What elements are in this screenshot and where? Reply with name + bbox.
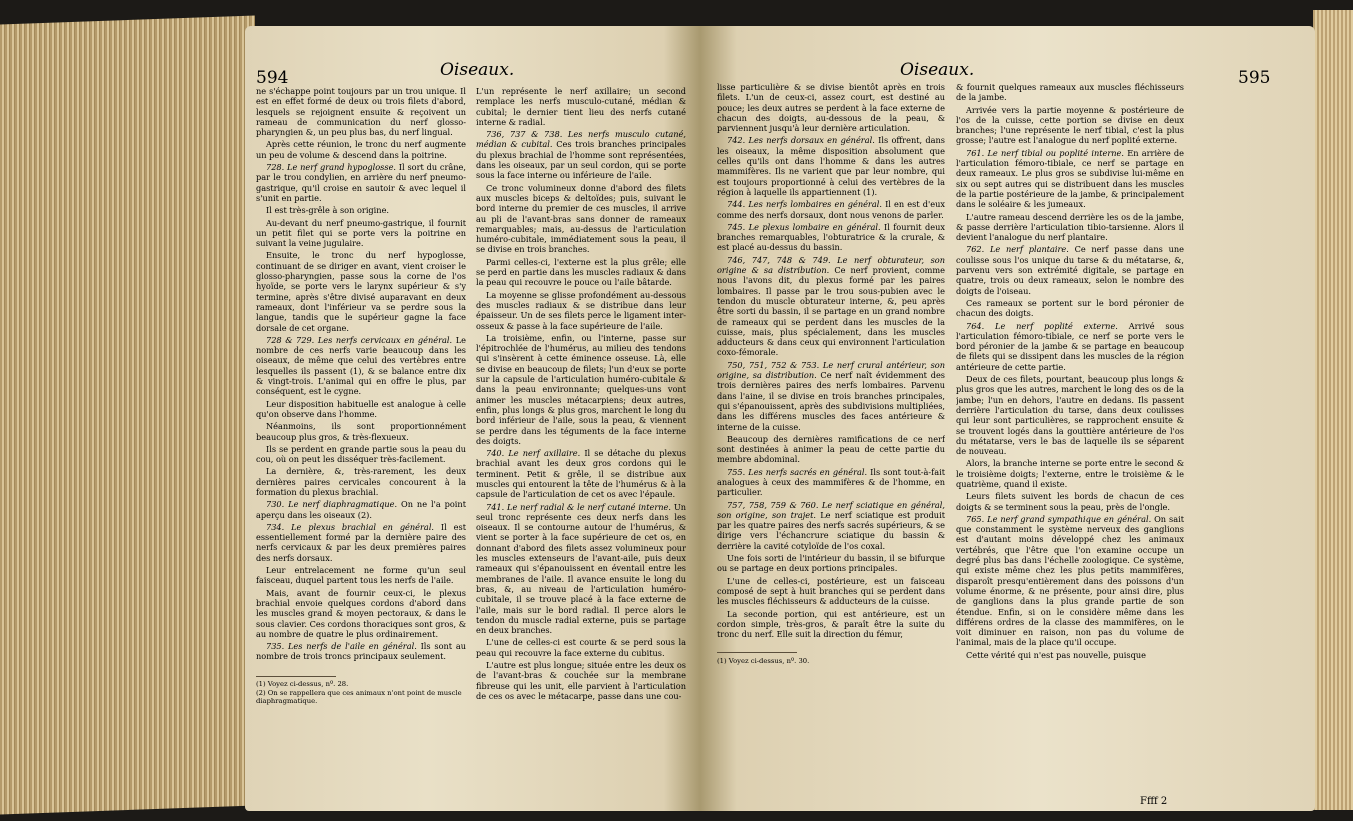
paragraph xyxy=(717,553,945,574)
paragraph-text: L'une de celles-ci est courte & se perd sous la peau qui recouvre la face externe du cubitus. xyxy=(476,637,686,658)
paragraph-text: Arrivé sous l'articulation fémoro-tibiale, ce nerf se porte vers le bord péronier de la jambe & se partage en beaucoup de filets qui se dissipent dans les muscles de la région antérieure de cette partie. xyxy=(956,320,1184,372)
section-heading: 742. Les nerfs dorsaux en général. xyxy=(727,135,875,146)
section-heading: 735. Les nerfs de l'aile en général. xyxy=(266,641,417,652)
paragraph xyxy=(717,222,945,253)
paragraph-text: Deux de ces filets, pourtant, beaucoup plus longs & plus gros que les autres, marchent le long des os de la jambe; l'un en dehors, l'autre en dedans. Ils passent derrière l'articulation du tarse, dans deux coulisses qui leur sont particulières, se rapprochent ensuite & se trouvent logés dans la gouttière antérieure de l'os du métatarse, vers le bas de laquelle ils se séparent de nouveau. xyxy=(956,374,1184,457)
paragraph-text: L'autre rameau descend derrière les os de la jambe, & passe derrière l'articulation tibio-tarsienne. Alors il devient l'analogue du nerf plantaire. xyxy=(956,211,1184,243)
right-page-edges xyxy=(1313,10,1353,810)
section-heading: 740. Le nerf axillaire. xyxy=(486,448,581,459)
paragraph-text: On ne l'a point aperçu dans les oiseaux (2). xyxy=(256,499,466,520)
paragraph-text: Néanmoins, ils sont proportionnément beaucoup plus gros, & très-flexueux. xyxy=(256,421,466,442)
paragraph-text: Il est essentiellement formé par la dernière paire des nerfs cervicaux & par les deux premières paires des nerfs dorsaux. xyxy=(256,521,466,563)
paragraph xyxy=(956,514,1184,648)
left-column-2 xyxy=(476,86,686,806)
paragraph xyxy=(256,399,466,420)
footnote: (2) On se rappellera que ces animaux n'ont point de muscle diaphragmatique. xyxy=(256,688,462,705)
paragraph-text: Ensuite, le tronc du nerf hypoglosse, continuant de se diriger en avant, vient croiser le glosso-pharyngien, passe sous la corne de l'os hyoïde, se porte vers le larynx supérieur & s'y termine, après s'être divisé auparavant en deux rameaux, dont l'inférieur va se perdre sous la langue, tandis que le supérieur gagne la face dorsale de cet organe. xyxy=(256,250,466,333)
paragraph-text: Mais, avant de fournir ceux-ci, le plexus brachial envoie quelques cordons d'abord dans les muscles grand & moyen pectoraux, & dans le sous clavier. Ces cordons thoraciques sont gros, & au nombre de quatre le plus ordinairement. xyxy=(256,587,466,639)
left-footnotes xyxy=(256,680,466,706)
paragraph xyxy=(956,244,1184,295)
paragraph-text: Arrivée vers la partie moyenne & postérieure de l'os de la cuisse, cette portion se divise en deux branches; l'une représente le nerf tibial, c'est la plus grosse; l'autre est l'analogue du nerf poplité externe. xyxy=(956,104,1184,146)
section-heading: 734. Le plexus brachial en général. xyxy=(266,521,435,532)
paragraph xyxy=(717,576,945,607)
section-heading: 728 & 729. Les nerfs cervicaux en général. xyxy=(266,334,453,345)
section-heading: 730. Le nerf diaphragmatique. xyxy=(266,499,398,510)
left-running-head: Oiseaux. xyxy=(440,60,515,80)
section-heading: 744. Les nerfs lombaires en général. xyxy=(727,199,882,210)
paragraph xyxy=(476,333,686,446)
paragraph xyxy=(476,129,686,180)
paragraph-text: Il fournit deux branches remarquables, l'obturatrice & la crurale, & est placé au-dessus du bassin. xyxy=(717,221,945,253)
right-footnotes xyxy=(717,657,945,666)
section-heading: 761. Le nerf tibial ou poplité interne. xyxy=(966,147,1124,158)
paragraph xyxy=(956,148,1184,210)
paragraph xyxy=(256,522,466,563)
right-column-1 xyxy=(717,82,945,642)
paragraph xyxy=(717,255,945,358)
paragraph xyxy=(717,199,945,220)
paragraph xyxy=(476,86,686,127)
paragraph-text: Le nombre de ces nerfs varie beaucoup dans les oiseaux, de même que celui des vertèbres entre lesquelles ils passent (1), & se balance entre dix & vingt-trois. L'animal qui en offre le plus, par conséquent, est le cygne. xyxy=(256,334,466,397)
paragraph-text: Ces trois branches principales du plexus brachial de l'homme sont représentées, dans les oiseaux, par un seul cordon, qui se porte sous la face interne ou inférieure de l'aile. xyxy=(476,139,686,181)
paragraph-text: Beaucoup des dernières ramifications de ce nerf sont destinées à animer la peau de cette partie du membre abdominal. xyxy=(717,433,945,465)
paragraph xyxy=(256,205,466,215)
paragraph xyxy=(256,499,466,520)
paragraph xyxy=(717,360,945,432)
paragraph-text: Ce nerf provient, comme nous l'avons dit, du plexus formé par les paires lombaires. Il passe par le trou sous-pubien avec le tendon du muscle obturateur interne, &, peu après être sorti du bassin, il se partage en un grand nombre de rameaux qui se perdent dans les muscles de la cuisse, mais, plus spécialement, dans les muscles adducteurs & dans ceux qui environnent l'articulation coxo-fémorale. xyxy=(717,265,945,358)
left-page-edges xyxy=(0,16,255,815)
section-heading: 736, 737 & 738. Les nerfs musculo cutané, médian & cubital. xyxy=(476,129,686,150)
paragraph-text: Il sort du crâne, par le trou condylien, en arrière du nerf pneumo-gastrique, qu'il croise en sautoir & avec lequel il s'unit en partie. xyxy=(256,162,466,203)
paragraph xyxy=(956,321,1184,372)
paragraph-text: L'autre est plus longue; située entre les deux os de l'avant-bras & couchée sur la membrane fibreuse qui les unit, elle parvient à l'articulation de ces os avec le métacarpe, passe dans une cou- xyxy=(476,660,686,701)
paragraph-text: On sait que constamment le système nerveux des ganglions est d'autant moins développé chez les animaux vertébrés, que l'être que l'on examine occupe un degré plus bas dans l'échelle zoologique. Ce système, qui existe même chez les plus petits mammifères, disparoît presqu'entièrement dans des poissons d'un volume énorme, & ne présente, pour ainsi dire, plus de ganglions dans la plus grande partie de son étendue. Enfin, si on le considère même dans les différens ordres de la classe des mammifères, on le voit diminuer en raison, non pas du volume de l'animal, mais de la place qu'il occupe. xyxy=(956,513,1184,648)
paragraph xyxy=(256,250,466,332)
paragraph xyxy=(476,660,686,701)
paragraph xyxy=(956,458,1184,489)
paragraph xyxy=(256,162,466,203)
section-heading: 765. Le nerf grand sympathique en général. xyxy=(966,513,1152,524)
paragraph xyxy=(256,421,466,442)
section-heading: 750, 751, 752 & 753. Le nerf crural antérieur, son origine, sa distribution. xyxy=(717,359,945,381)
right-column-2 xyxy=(956,82,1184,792)
paragraph xyxy=(476,257,686,288)
section-heading: 741. Le nerf radial & le nerf cutané interne. xyxy=(486,501,671,512)
right-footnote-rule xyxy=(717,652,797,653)
section-heading: 755. Les nerfs sacrés en général. xyxy=(727,466,868,477)
paragraph-text: Cette vérité qui n'est pas nouvelle, puisque xyxy=(966,649,1146,660)
section-heading: 757, 758, 759 & 760. Le nerf sciatique en général, son origine, son trajet. xyxy=(717,499,945,520)
paragraph-text: La seconde portion, qui est antérieure, est un cordon simple, très-gros, & paraît être la suite du tronc du nerf. Elle suit la direction du fémur, xyxy=(717,608,945,640)
paragraph-text: L'un représente le nerf axillaire; un second remplace les nerfs musculo-cutané, médian & cubital; le dernier tient lieu des nerfs cutané interne & radial. xyxy=(476,86,686,127)
paragraph xyxy=(476,183,686,255)
paragraph-text: Parmi celles-ci, l'externe est la plus grêle; elle se perd en partie dans les muscles radiaux & dans la peau qui recouvre le pouce ou l'aile bâtarde. xyxy=(476,256,686,288)
paragraph-text: Leur disposition habituelle est analogue à celle qu'on observe dans l'homme. xyxy=(256,398,466,419)
paragraph xyxy=(476,448,686,499)
paragraph-text: Ils sont tout-à-fait analogues à ceux des mammifères & de l'homme, en particulier. xyxy=(717,466,945,498)
paragraph-text: Il est très-grêle à son origine. xyxy=(266,205,390,216)
paragraph xyxy=(717,500,945,551)
paragraph-text: Ils se perdent en grande partie sous la peau du cou, où on peut les disséquer très-facilement. xyxy=(256,443,466,465)
paragraph-text: L'une de celles-ci, postérieure, est un faisceau composé de sept à huit branches qui se perdent dans les muscles fléchisseurs & adducteurs de la cuisse. xyxy=(717,575,945,607)
paragraph-text: Il se détache du plexus brachial avant les deux gros cordons qui le terminent. Petit & grêle, il se distribue aux muscles qui entourent la tête de l'humérus & à la capsule de l'articulation de cet os avec l'épaule. xyxy=(476,448,686,500)
paragraph xyxy=(256,588,466,639)
paragraph-text: La troisième, enfin, ou l'interne, passe sur l'épitrochlée de l'humérus, au milieu des tendons qui s'insèrent à cette éminence osseuse. Là, elle se divise en beaucoup de filets; l'un d'eux se porte sur la capsule de l'articulation huméro-cubitale & dans la peau environnante; quelques-uns vont animer les muscles métacarpiens; deux autres, enfin, plus longs & plus gros, marchent le long du bord inférieur de l'aile, sous la peau, & viennent se perdre dans les téguments de la face interne des doigts. xyxy=(476,332,686,446)
paragraph xyxy=(476,637,686,658)
paragraph xyxy=(717,82,945,133)
paragraph-text: En arrière de l'articulation fémoro-tibiale, ce nerf se partage en deux rameaux. Le plus gros se subdivise lui-même en six ou sept autres qui se distribuent dans les muscles de la partie postérieure de la jambe, & principalement dans le soléaire & les jumeaux. xyxy=(956,147,1184,210)
right-running-head: Oiseaux. xyxy=(900,60,975,80)
paragraph-text: Une fois sorti de l'intérieur du bassin, il se bifurque ou se partage en deux portions principales. xyxy=(717,553,945,574)
paragraph xyxy=(956,298,1184,319)
paragraph xyxy=(956,374,1184,456)
section-heading: 745. Le plexus lombaire en général. xyxy=(727,221,881,232)
footnote: (1) Voyez ci-dessus, nº. 30. xyxy=(717,657,810,665)
paragraph-text: Après cette réunion, le tronc du nerf augmente un peu de volume & descend dans la poitrine. xyxy=(256,139,466,160)
left-column-1 xyxy=(256,86,466,668)
paragraph xyxy=(956,650,1184,660)
paragraph xyxy=(256,335,466,397)
paragraph xyxy=(956,82,1184,103)
paragraph-text: Le nerf sciatique est produit par les quatre paires des nerfs sacrés supérieurs, & se dirige vers l'échancrure sciatique du bassin & derrière la cavité cotyloïde de l'os coxal. xyxy=(717,509,945,551)
paragraph-text: Ils offrent, dans les oiseaux, la même disposition absolument que celles qu'ils ont dans l'homme & dans les autres mammifères. Ils ne varient que par leur nombre, qui est toujours proportionné à celui des vertèbres de la région à laquelle ils appartiennent (1). xyxy=(717,135,945,197)
right-page-number: 595 xyxy=(1238,68,1271,88)
paragraph-text: Leurs filets suivent les bords de chacun de ces doigts & se terminent sous la peau, près de l'ongle. xyxy=(956,491,1184,512)
signature-mark: Ffff 2 xyxy=(1140,796,1168,807)
paragraph xyxy=(256,139,466,160)
section-heading: 762. Le nerf plantaire. xyxy=(966,244,1069,255)
left-page-number: 594 xyxy=(256,68,289,88)
footnote: (1) Voyez ci-dessus, nº. 28. xyxy=(256,680,349,688)
paragraph-text: Ce tronc volumineux donne d'abord des filets aux muscles biceps & deltoïdes; puis, suivant le bord interne du premier de ces muscles, il arrive au pli de l'avant-bras sans donner de rameaux remarquables; mais, au-dessus de l'articulation huméro-cubitale, immédiatement sous la peau, il se divise en trois branches. xyxy=(476,182,686,255)
paragraph-text: La dernière, &, très-rarement, les deux dernières paires cervicales concourent à la formation du plexus brachial. xyxy=(256,466,466,497)
section-heading: 746, 747, 748 & 749. Le nerf obturateur, son origine & sa distribution. xyxy=(717,254,945,276)
paragraph-text: Ce nerf passe dans une coulisse sous l'os unique du tarse & du métatarse, &, parvenu vers son extrémité digitale, se partage en quatre, trois ou deux rameaux, selon le nombre des doigts de l'oiseau. xyxy=(956,244,1184,296)
paragraph xyxy=(256,641,466,662)
paragraph xyxy=(256,466,466,497)
paragraph-text: lisse particulière & se divise bientôt après en trois filets. L'un de ceux-ci, assez court, est destiné au pouce; les deux autres se perdent à la face externe de chacun des doigts, au-dessous de la peau, & parviennent jusqu'à leur dernière articulation. xyxy=(717,82,945,134)
section-heading: 728. Le nerf grand hypoglosse. xyxy=(266,162,397,173)
paragraph xyxy=(956,212,1184,243)
paragraph xyxy=(717,135,945,197)
paragraph xyxy=(476,290,686,331)
paragraph xyxy=(717,609,945,640)
paragraph-text: Au-devant du nerf pneumo-gastrique, il fournit un petit filet qui se porte vers la poitrine en suivant la veine jugulaire. xyxy=(256,217,466,249)
paragraph-text: La moyenne se glisse profondément au-dessous des muscles radiaux & se distribue dans leur épaisseur. Un de ses filets perce le ligament inter-osseux & passe à la face supérieure de l'aile. xyxy=(476,289,686,331)
paragraph-text: Ils sont au nombre de trois troncs principaux seulement. xyxy=(256,641,466,662)
paragraph xyxy=(256,444,466,465)
paragraph-text: & fournit quelques rameaux aux muscles fléchisseurs de la jambe. xyxy=(956,82,1184,103)
paragraph-text: Leur entrelacement ne forme qu'un seul faisceau, duquel partent tous les nerfs de l'aile. xyxy=(256,565,466,586)
left-footnote-rule xyxy=(256,676,336,677)
paragraph xyxy=(717,434,945,465)
paragraph xyxy=(256,565,466,586)
paragraph xyxy=(256,218,466,249)
section-heading: 764. Le nerf poplité externe. xyxy=(966,320,1118,331)
paragraph-text: Alors, la branche interne se porte entre le second & le troisième doigts; l'externe, entre le troisième & le quatrième, quand il existe. xyxy=(956,458,1184,489)
paragraph-text: Ce nerf naît évidemment des trois dernières paires des nerfs lombaires. Parvenu dans l'aine, il se divise en trois branches principales, qui s'épanouissent, après des subdivisions multipliées, dans les différens muscles des faces antérieure & interne de la cuisse. xyxy=(717,370,945,432)
paragraph xyxy=(717,467,945,498)
paragraph xyxy=(956,491,1184,512)
paragraph xyxy=(476,502,686,636)
paragraph-text: ne s'échappe point toujours par un trou unique. Il est en effet formé de deux ou trois filets d'abord, lesquels se rejoignent ensuite & reçoivent un rameau de communication du nerf glosso-pharyngien &, un peu plus bas, du nerf lingual. xyxy=(256,86,466,138)
paragraph-text: Il en est d'eux comme des nerfs dorsaux, dont nous venons de parler. xyxy=(717,199,945,220)
paragraph xyxy=(956,105,1184,146)
paragraph xyxy=(256,86,466,137)
paragraph-text: Ces rameaux se portent sur le bord péronier de chacun des doigts. xyxy=(956,297,1184,319)
paragraph-text: Un seul tronc représente ces deux nerfs dans les oiseaux. Il se contourne autour de l'humérus, & vient se porter à la face supérieure de cet os, en donnant d'abord des filets assez volumineux pour les muscles extenseurs de l'avant-aile, puis deux rameaux qui s'épanouissent en éventail entre les membranes de l'aile. Il avance ensuite le long du bras, &, au niveau de l'articulation huméro-cubitale, il se trouve placé à la face externe de l'aile, mais sur le bord radial. Il perce alors le tendon du muscle radial externe, puis se partage en deux branches. xyxy=(476,501,686,636)
